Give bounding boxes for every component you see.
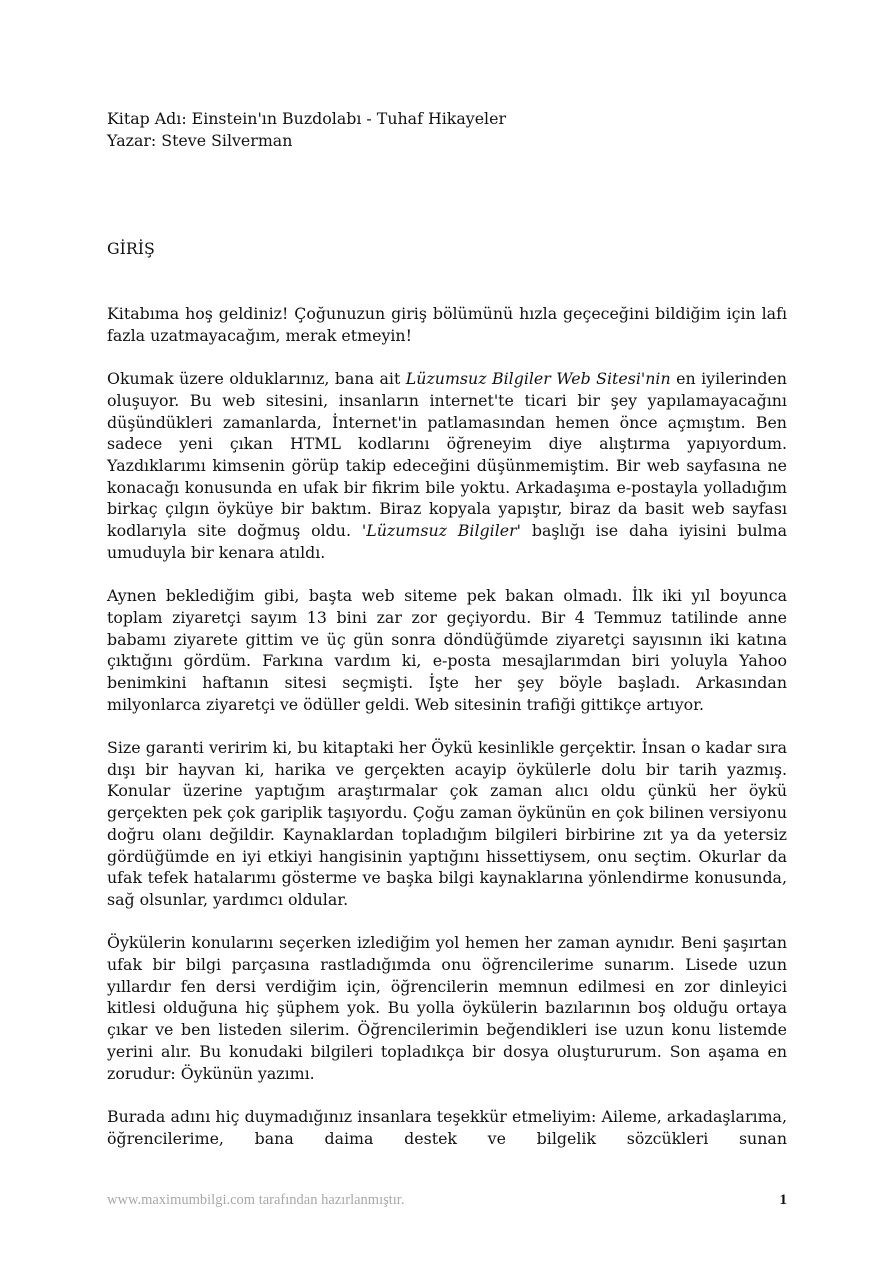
paragraph-1: Kitabıma hoş geldiniz! Çoğunuzun giriş bölümünü hızla geçeceğini bildiğim için lafı fazla uzatmayacağım, merak etmeyin! (107, 304, 787, 345)
paragraph-2-part-b: en iyilerinden oluşuyor. Bu web sitesini, insanların internet'te ticari bir şey yapılamayacağını düşündükleri zamanlarda, İnternet'in patlamasından hemen önce açmıştım. Ben sadece yeni çıkan HTML kodlarını öğreneyim diye alıştırma yapıyordum. Yazdıklarımı kimsenin görüp takip edeceğini düşünmemiştim. Bir web sayfasına ne konacağı konusunda en ufak bir fikrim bile yoktu. Arkadaşıma e-postayla yolladığım birkaç çılgın öyküye bir baktım. Biraz kopyala yapıştır, biraz da basit web sayfası kodlarıyla site doğmuş oldu. (107, 369, 787, 541)
paragraph-6: Burada adını hiç duymadığınız insanlara teşekkür etmeliyim: Aileme, arkadaşlarıma, öğrencilerime, bana daima destek ve bilgelik sözcükleri sunan (107, 1106, 787, 1148)
paragraph-2 (107, 368, 787, 563)
paragraph-3: Aynen beklediğim gibi, başta web siteme pek bakan olmadı. İlk iki yıl boyunca toplam ziyaretçi sayım 13 bini zar zor geçiyordu. Bir 4 Temmuz tatilinde anne babamı ziyarete gittim ve üç gün sonra döndüğümde ziyaretçi sayısının iki katına çıktığını gördüm. Farkına vardım ki, e-posta mesajlarımdan biri yoluyla Yahoo benimkini haftanın sitesi seçmişti. İşte her şey böyle başladı. Arkasından milyonlarca ziyaretçi ve ödüller geldi. Web sitesinin trafiği gittikçe artıyor. (107, 586, 787, 714)
site-name-italic: Lüzumsuz Bilgiler Web Sitesi'nin (405, 369, 671, 389)
body-text (107, 303, 787, 1171)
section-title: GİRİŞ (107, 239, 155, 258)
paragraph-2-part-c: başlığı ise daha iyisini bulma umuduyla bir kenara atıldı. (107, 521, 787, 562)
footer-source-text: www.maximumbilgi.com tarafından hazırlanmıştır. (107, 1192, 405, 1208)
page-number: 1 (779, 1192, 787, 1208)
book-header (107, 108, 787, 152)
paragraph-4: Size garanti veririm ki, bu kitaptaki her Öykü kesinlikle gerçektir. İnsan o kadar sıra dışı bir hayvan ki, harika ve gerçekten acayip öykülerle dolu bir tarih yazmış. Konular üzerine yaptığım araştırmalar çok zaman alıcı oldu çünkü her öykü gerçekten pek çok gariplik taşıyordu. Çoğu zaman öykünün en çok bilinen versiyonu doğru olanı değildir. Kaynaklardan topladığım bilgileri birbirine zıt ya da yetersiz gördüğümde en iyi etkiyi hangisinin yaptığını hissettiysem, onu seçtim. Okurlar da ufak tefek hatalarımı gösterme ve başka bilgi kaynaklarına yönlendirme konusunda, sağ olsunlar, yardımcı oldular. (107, 738, 787, 909)
site-title-italic: 'Lüzumsuz Bilgiler' (361, 521, 521, 541)
paragraph-5: Öykülerin konularını seçerken izlediğim yol hemen her zaman aynıdır. Beni şaşırtan ufak bir bilgi parçasına rastladığımda onu öğrencilerime sunarım. Lisede uzun yıllardır fen dersi verdiğim için, öğrencilerin memnun edilmesi en zor dinleyici kitlesi olduğuna hiç şüphem yok. Bu yolla öykülerin bazılarının boş olduğu ortaya çıkar ve ben listeden silerim. Öğrencilerimin beğendikleri ise uzun konu listemde yerini alır. Bu konudaki bilgileri topladıkça bir dosya oluştururum. Son aşama en zorudur: Öykünün yazımı. (107, 933, 787, 1083)
page-footer (107, 1192, 787, 1212)
book-title: Kitap Adı: Einstein'ın Buzdolabı - Tuhaf Hikayeler (107, 109, 507, 128)
paragraph-2-part-a: Okumak üzere olduklarınız, bana ait (107, 369, 406, 389)
book-author: Yazar: Steve Silverman (107, 131, 293, 150)
